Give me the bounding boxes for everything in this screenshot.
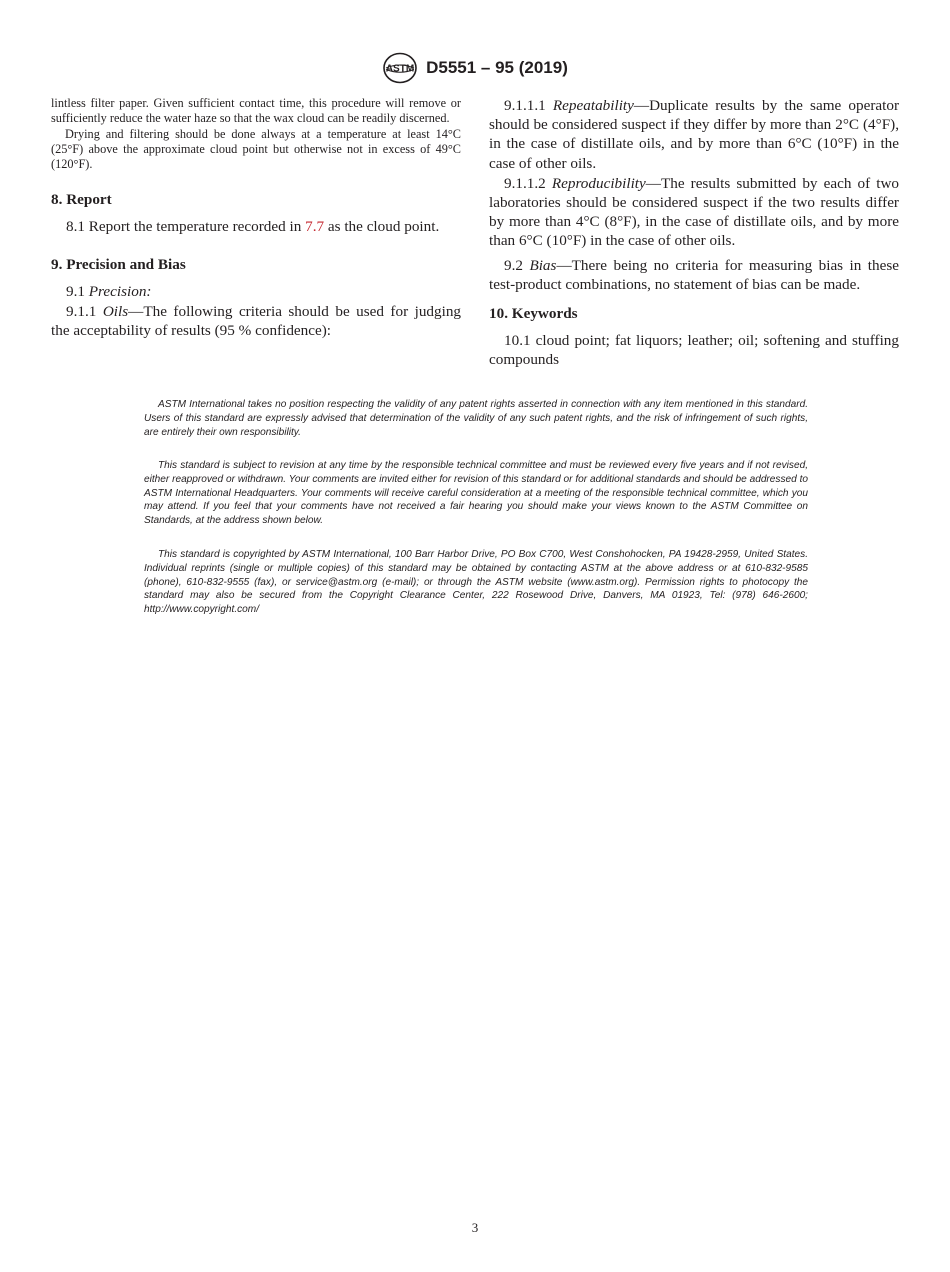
paragraph-9-1-1: 9.1.1 Oils—The following criteria should be used for judging the acceptability of results (95 % confidence): (51, 302, 462, 340)
standard-designation: D5551 – 95 (2019) (426, 58, 568, 77)
copyright-notice: This standard is copyrighted by ASTM International, 100 Barr Harbor Drive, PO Box C700, West Conshohocken, PA 19428-2959, United States. Individual reprints (single or multiple copies) of this standard may be obtained by contacting ASTM at the above address or at 610-832-9585 (phone), 610-832-9555 (fax), or service@astm.org (e-mail); or through the ASTM website (www.astm.org). Permission rights to photocopy the standard may also be secured from the Copyright Clearance Center, 222 Rosewood Drive, Danvers, MA 01923, Tel: (978) 646-2600; http://www.copyright.com/ (144, 549, 808, 616)
right-column (489, 96, 899, 369)
paragraph-9-1-1-1: 9.1.1.1 Repeatability—Duplicate results by the same operator should be considered suspect if they differ by more than 2°C (4°F), in the case of distillate oils, and by more than 6°C (10°F) in the case of other oils. (489, 97, 900, 172)
note-drying-filtering: Drying and filtering should be done always at a temperature at least 14°C (25°F) above the approximate cloud point but otherwise not in excess of 49°C (120°F). (51, 126, 461, 172)
section-7-7-link[interactable]: 7.7 (305, 218, 325, 236)
patent-notice: ASTM International takes no position respecting the validity of any patent rights asserted in connection with any item mentioned in this standard. Users of this standard are expressly advised that determination of the validity of any such patent rights, and the risk of infringement of such rights, are entirely their own responsibility. (144, 399, 808, 438)
left-column (51, 96, 461, 340)
paragraph-8-1: 8.1 Report the temperature recorded in 7.7 as the cloud point. (66, 218, 440, 236)
paragraph-9-1-1-2: 9.1.1.2 Reproducibility—The results submitted by each of two laboratories should be considered suspect if the two results differ by more than 4°C (8°F), in the case of distillate oils, and by more than 6°C (10°F) in the case of other oils. (489, 174, 900, 250)
page-header (0, 52, 950, 84)
astm-logo (382, 52, 418, 84)
paragraph-10-1: 10.1 cloud point; fat liquors; leather; oil; softening and stuffing compounds (489, 332, 899, 369)
section-9-heading: 9. Precision and Bias (51, 255, 186, 273)
section-8-heading: 8. Report (51, 191, 112, 209)
note-filter-paper: lintless filter paper. Given sufficient contact time, this procedure will remove or sufficiently reduce the water haze so that the wax cloud can be readily discerned. (51, 96, 461, 126)
section-10-heading: 10. Keywords (489, 305, 578, 323)
paragraph-9-1: 9.1 Precision: (66, 282, 152, 300)
paragraph-9-2: 9.2 Bias—There being no criteria for measuring bias in these test-product combinations, no statement of bias can be made. (489, 256, 900, 293)
page-number: 3 (471, 1220, 479, 1235)
revision-notice: This standard is subject to revision at any time by the responsible technical committee and must be reviewed every five years and if not revised, either reapproved or withdrawn. Your comments are invited either for revision of this standard or for additional standards and should be addressed to ASTM International Headquarters. Your comments will receive careful consideration at a meeting of the responsible technical committee, which you may attend. If you feel that your comments have not received a fair hearing you should make your views known to the ASTM Committee on Standards, at the address shown below. (144, 460, 808, 527)
svg-text:ASTM: ASTM (385, 63, 415, 75)
